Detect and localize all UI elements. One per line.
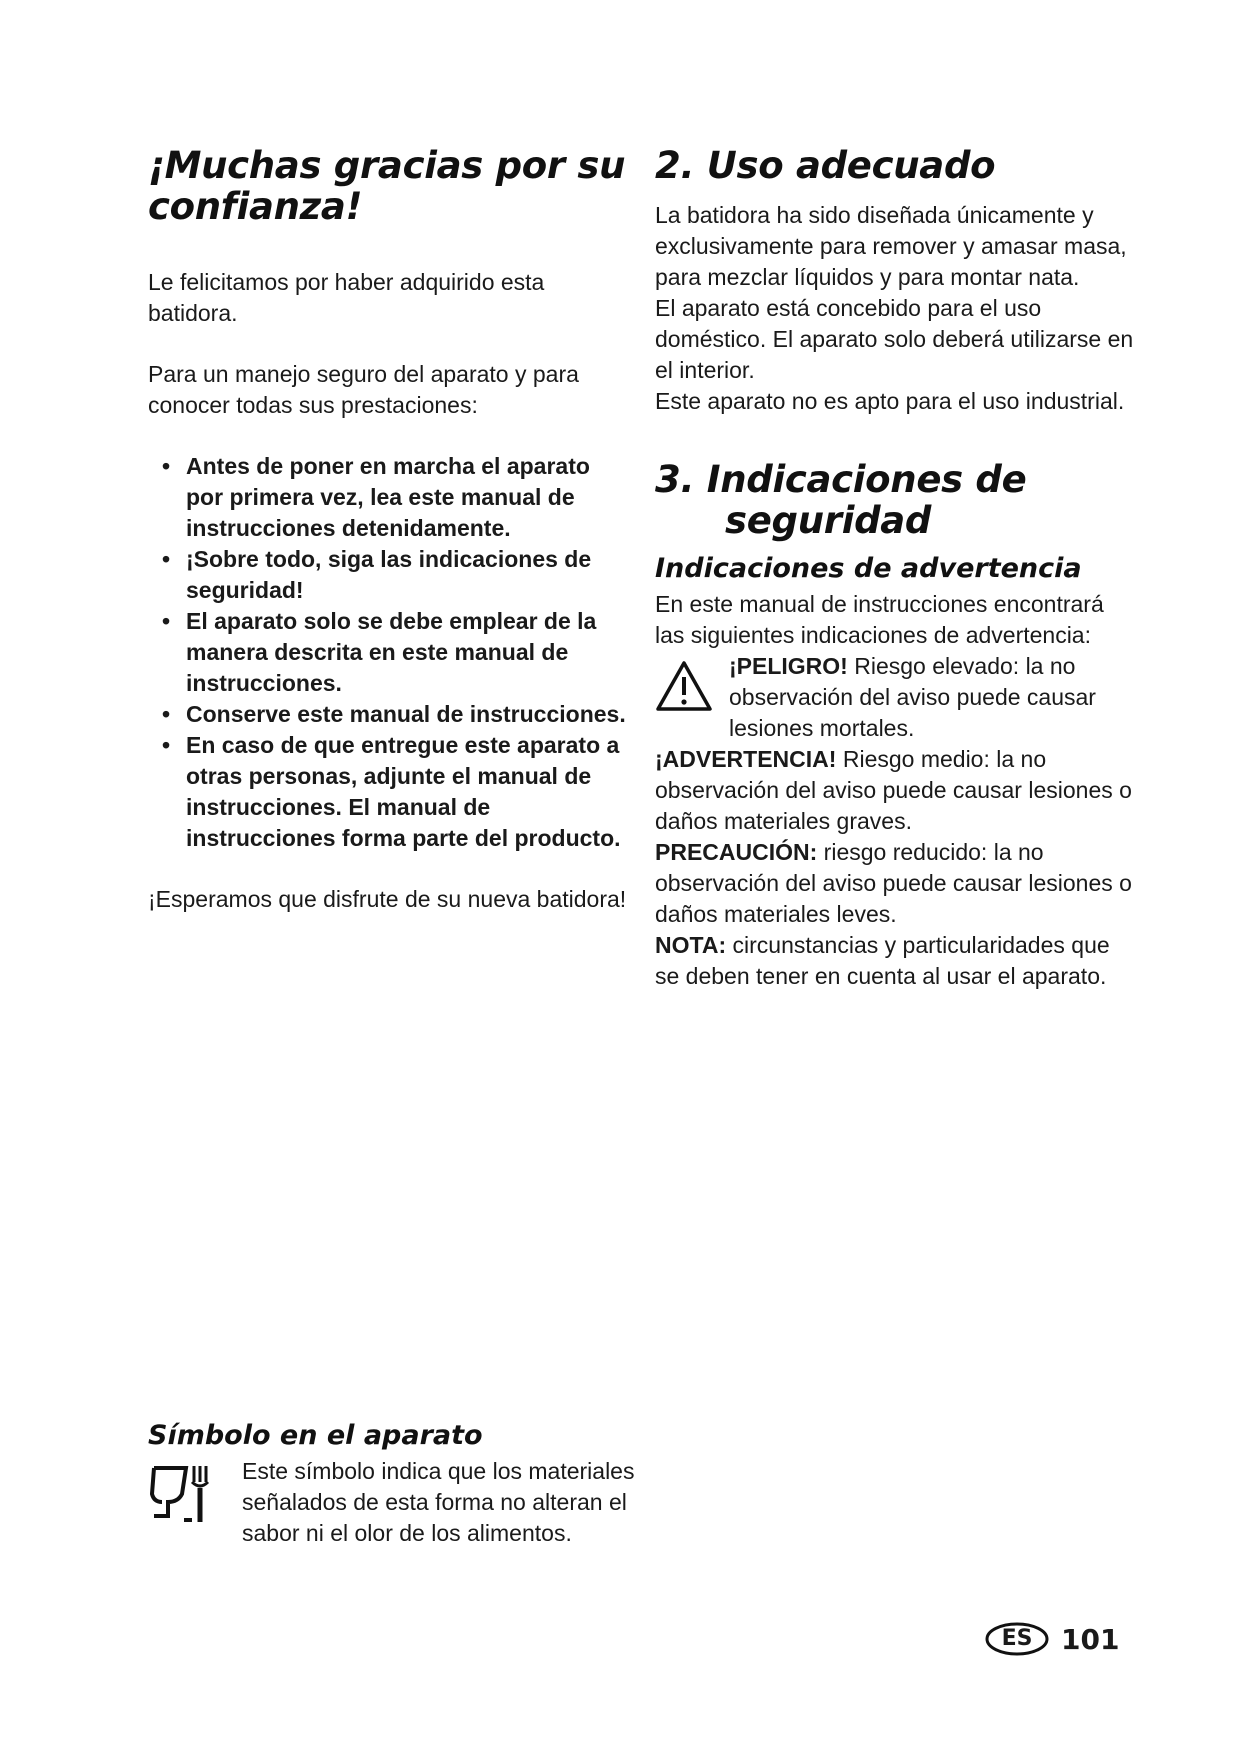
note-notice	[655, 930, 1135, 992]
warning-label: ¡ADVERTENCIA!	[655, 746, 837, 772]
list-item: • El aparato solo se debe emplear de la manera descrita en este manual de instrucciones.	[162, 608, 597, 696]
warnings-subheading: Indicaciones de advertencia	[655, 553, 1082, 584]
page-number: 101	[1061, 1622, 1120, 1656]
left-column	[148, 145, 628, 915]
caution-label: PRECAUCIÓN:	[655, 839, 818, 865]
warning-text: Riesgo medio: la no observación del aviso puede causar lesiones o daños materiales graves.	[655, 746, 1132, 834]
instruction-list	[148, 451, 628, 854]
language-badge	[985, 1622, 1049, 1656]
symbol-heading: Símbolo en el aparato	[148, 1420, 483, 1451]
warnings-intro: En este manual de instrucciones encontrará las siguientes indicaciones de advertencia:	[655, 591, 1104, 648]
lead-paragraph: Para un manejo seguro del aparato y para conocer todas sus prestaciones:	[148, 361, 579, 418]
section-3-heading-line-1: 3. Indicaciones de	[655, 458, 1027, 501]
note-label: NOTA:	[655, 932, 727, 958]
warning-notice	[655, 744, 1135, 837]
note-text: circunstancias y particularidades que se deben tener en cuenta al usar el aparato.	[655, 932, 1110, 989]
food-safe-icon	[148, 1456, 242, 1533]
caution-text: riesgo reducido: la no observación del aviso puede causar lesiones o daños materiales leves.	[655, 839, 1132, 927]
symbol-section	[148, 1420, 638, 1549]
language-code: ES	[1001, 1626, 1033, 1651]
warning-triangle-icon	[655, 651, 729, 718]
section-2-heading: 2. Uso adecuado	[655, 144, 996, 187]
closing-paragraph: ¡Esperamos que disfrute de su nueva batidora!	[148, 886, 627, 912]
symbol-text: Este símbolo indica que los materiales señalados de esta forma no alteran el sabor ni el olor de los alimentos.	[242, 1458, 635, 1546]
intro-paragraph: Le felicitamos por haber adquirido esta batidora.	[148, 269, 545, 326]
list-item: • ¡Sobre todo, siga las indicaciones de seguridad!	[162, 546, 592, 603]
danger-notice	[655, 651, 1135, 744]
page-title: ¡Muchas gracias por su confianza!	[148, 144, 626, 228]
danger-label: ¡PELIGRO!	[729, 653, 848, 679]
caution-notice	[655, 837, 1135, 930]
list-item: • En caso de que entregue este aparato a otras personas, adjunte el manual de instrucciones. El manual de instrucciones forma parte del producto.	[162, 732, 621, 851]
list-item: • Antes de poner en marcha el aparato por primera vez, lea este manual de instrucciones detenidamente.	[162, 453, 590, 541]
danger-text: Riesgo elevado: la no observación del aviso puede causar lesiones mortales.	[729, 653, 1096, 741]
section-2-paragraph-2: El aparato está concebido para el uso doméstico. El aparato solo deberá utilizarse en el interior.	[655, 295, 1134, 383]
page-footer	[985, 1622, 1119, 1656]
section-2-paragraph-3: Este aparato no es apto para el uso industrial.	[655, 388, 1125, 414]
section-3-heading	[655, 459, 1135, 541]
section-2-paragraph-1: La batidora ha sido diseñada únicamente y exclusivamente para remover y amasar masa, para mezclar líquidos y para montar nata.	[655, 202, 1127, 290]
list-item: • Conserve este manual de instrucciones.	[162, 701, 626, 727]
section-3-heading-line-2: seguridad	[725, 499, 932, 542]
right-column	[655, 145, 1135, 992]
